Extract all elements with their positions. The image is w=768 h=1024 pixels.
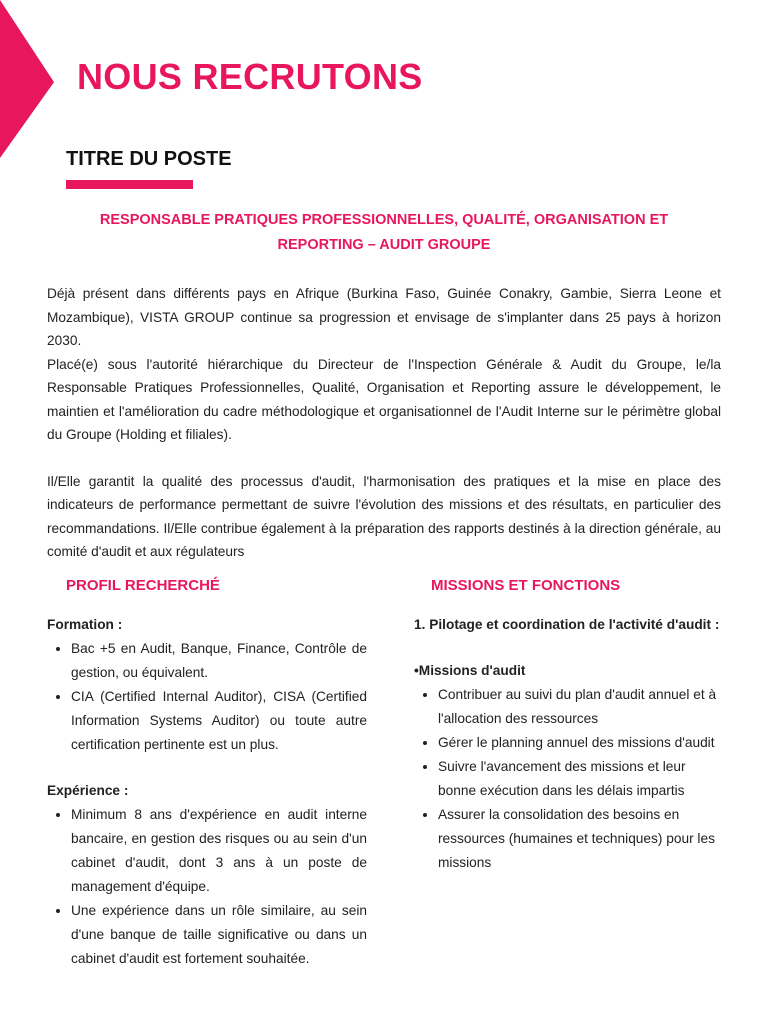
missions-column [414,613,724,875]
list-item: • Suivre l'avancement des missions et leur bonne exécution dans les délais impartis [438,755,724,803]
list-item: • Bac +5 en Audit, Banque, Finance, Contrôle de gestion, ou équivalent. [71,637,367,685]
profil-heading: PROFIL RECHERCHÉ [66,577,220,594]
experience-list [47,803,367,971]
intro-paragraph-2: Placé(e) sous l'autorité hiérarchique du Directeur de l'Inspection Générale & Audit du Groupe, le/la Responsable Pratiques Professionnelles, Qualité, Organisation et Reporting assure le développement, le maintien et l'amélioration du cadre méthodologique et organisationnel de l'Audit Interne sur le périmètre global du Groupe (Holding et filiales). [47,356,721,442]
list-item: • Assurer la consolidation des besoins en ressources (humaines et techniques) pour les missions [438,803,724,875]
title-underline [66,180,193,189]
formation-list [47,637,367,757]
missions-audit-label: •Missions d'audit [414,663,526,678]
formation-label: Formation : [47,617,123,632]
profil-column [47,613,367,971]
list-item: • Une expérience dans un rôle similaire, au sein d'une banque de taille significative ou dans un cabinet d'audit est fortement souhaitée. [71,899,367,971]
section-title-poste: TITRE DU POSTE [66,148,232,170]
experience-label: Expérience : [47,783,129,798]
corner-arrow-decoration [0,0,54,158]
intro-paragraph-3: Il/Elle garantit la qualité des processus d'audit, l'harmonisation des pratiques et la mise en place des indicateurs de performance permettant de suivre l'évolution des missions et des résultats, en particulier des recommandations. Il/Elle contribue également à la préparation des rapports destinés à la direction générale, au comité d'audit et aux régulateurs [47,473,721,559]
list-item: • Gérer le planning annuel des missions d'audit [438,731,724,755]
intro-paragraph-1: Déjà présent dans différents pays en Afrique (Burkina Faso, Guinée Conakry, Gambie, Sierra Leone et Mozambique), VISTA GROUP continue sa progression et envisage de s'implanter dans 25 pays à horizon 2030. [47,286,721,348]
missions-heading: MISSIONS ET FONCTIONS [431,577,621,594]
job-title: RESPONSABLE PRATIQUES PROFESSIONNELLES, QUALITÉ, ORGANISATION ET REPORTING – AUDIT GROUPE [99,212,669,253]
missions-list [414,683,724,875]
mission-section-title: 1. Pilotage et coordination de l'activité d'audit : [414,617,720,632]
list-item: • Contribuer au suivi du plan d'audit annuel et à l'allocation des ressources [438,683,724,731]
page-title: NOUS RECRUTONS [77,56,423,97]
list-item: • Minimum 8 ans d'expérience en audit interne bancaire, en gestion des risques ou au sein d'un cabinet d'audit, dont 3 ans à un poste de management d'équipe. [71,803,367,899]
list-item: • CIA (Certified Internal Auditor), CISA (Certified Information Systems Auditor) ou toute autre certification pertinente est un plus. [71,685,367,757]
intro-text [47,282,721,564]
